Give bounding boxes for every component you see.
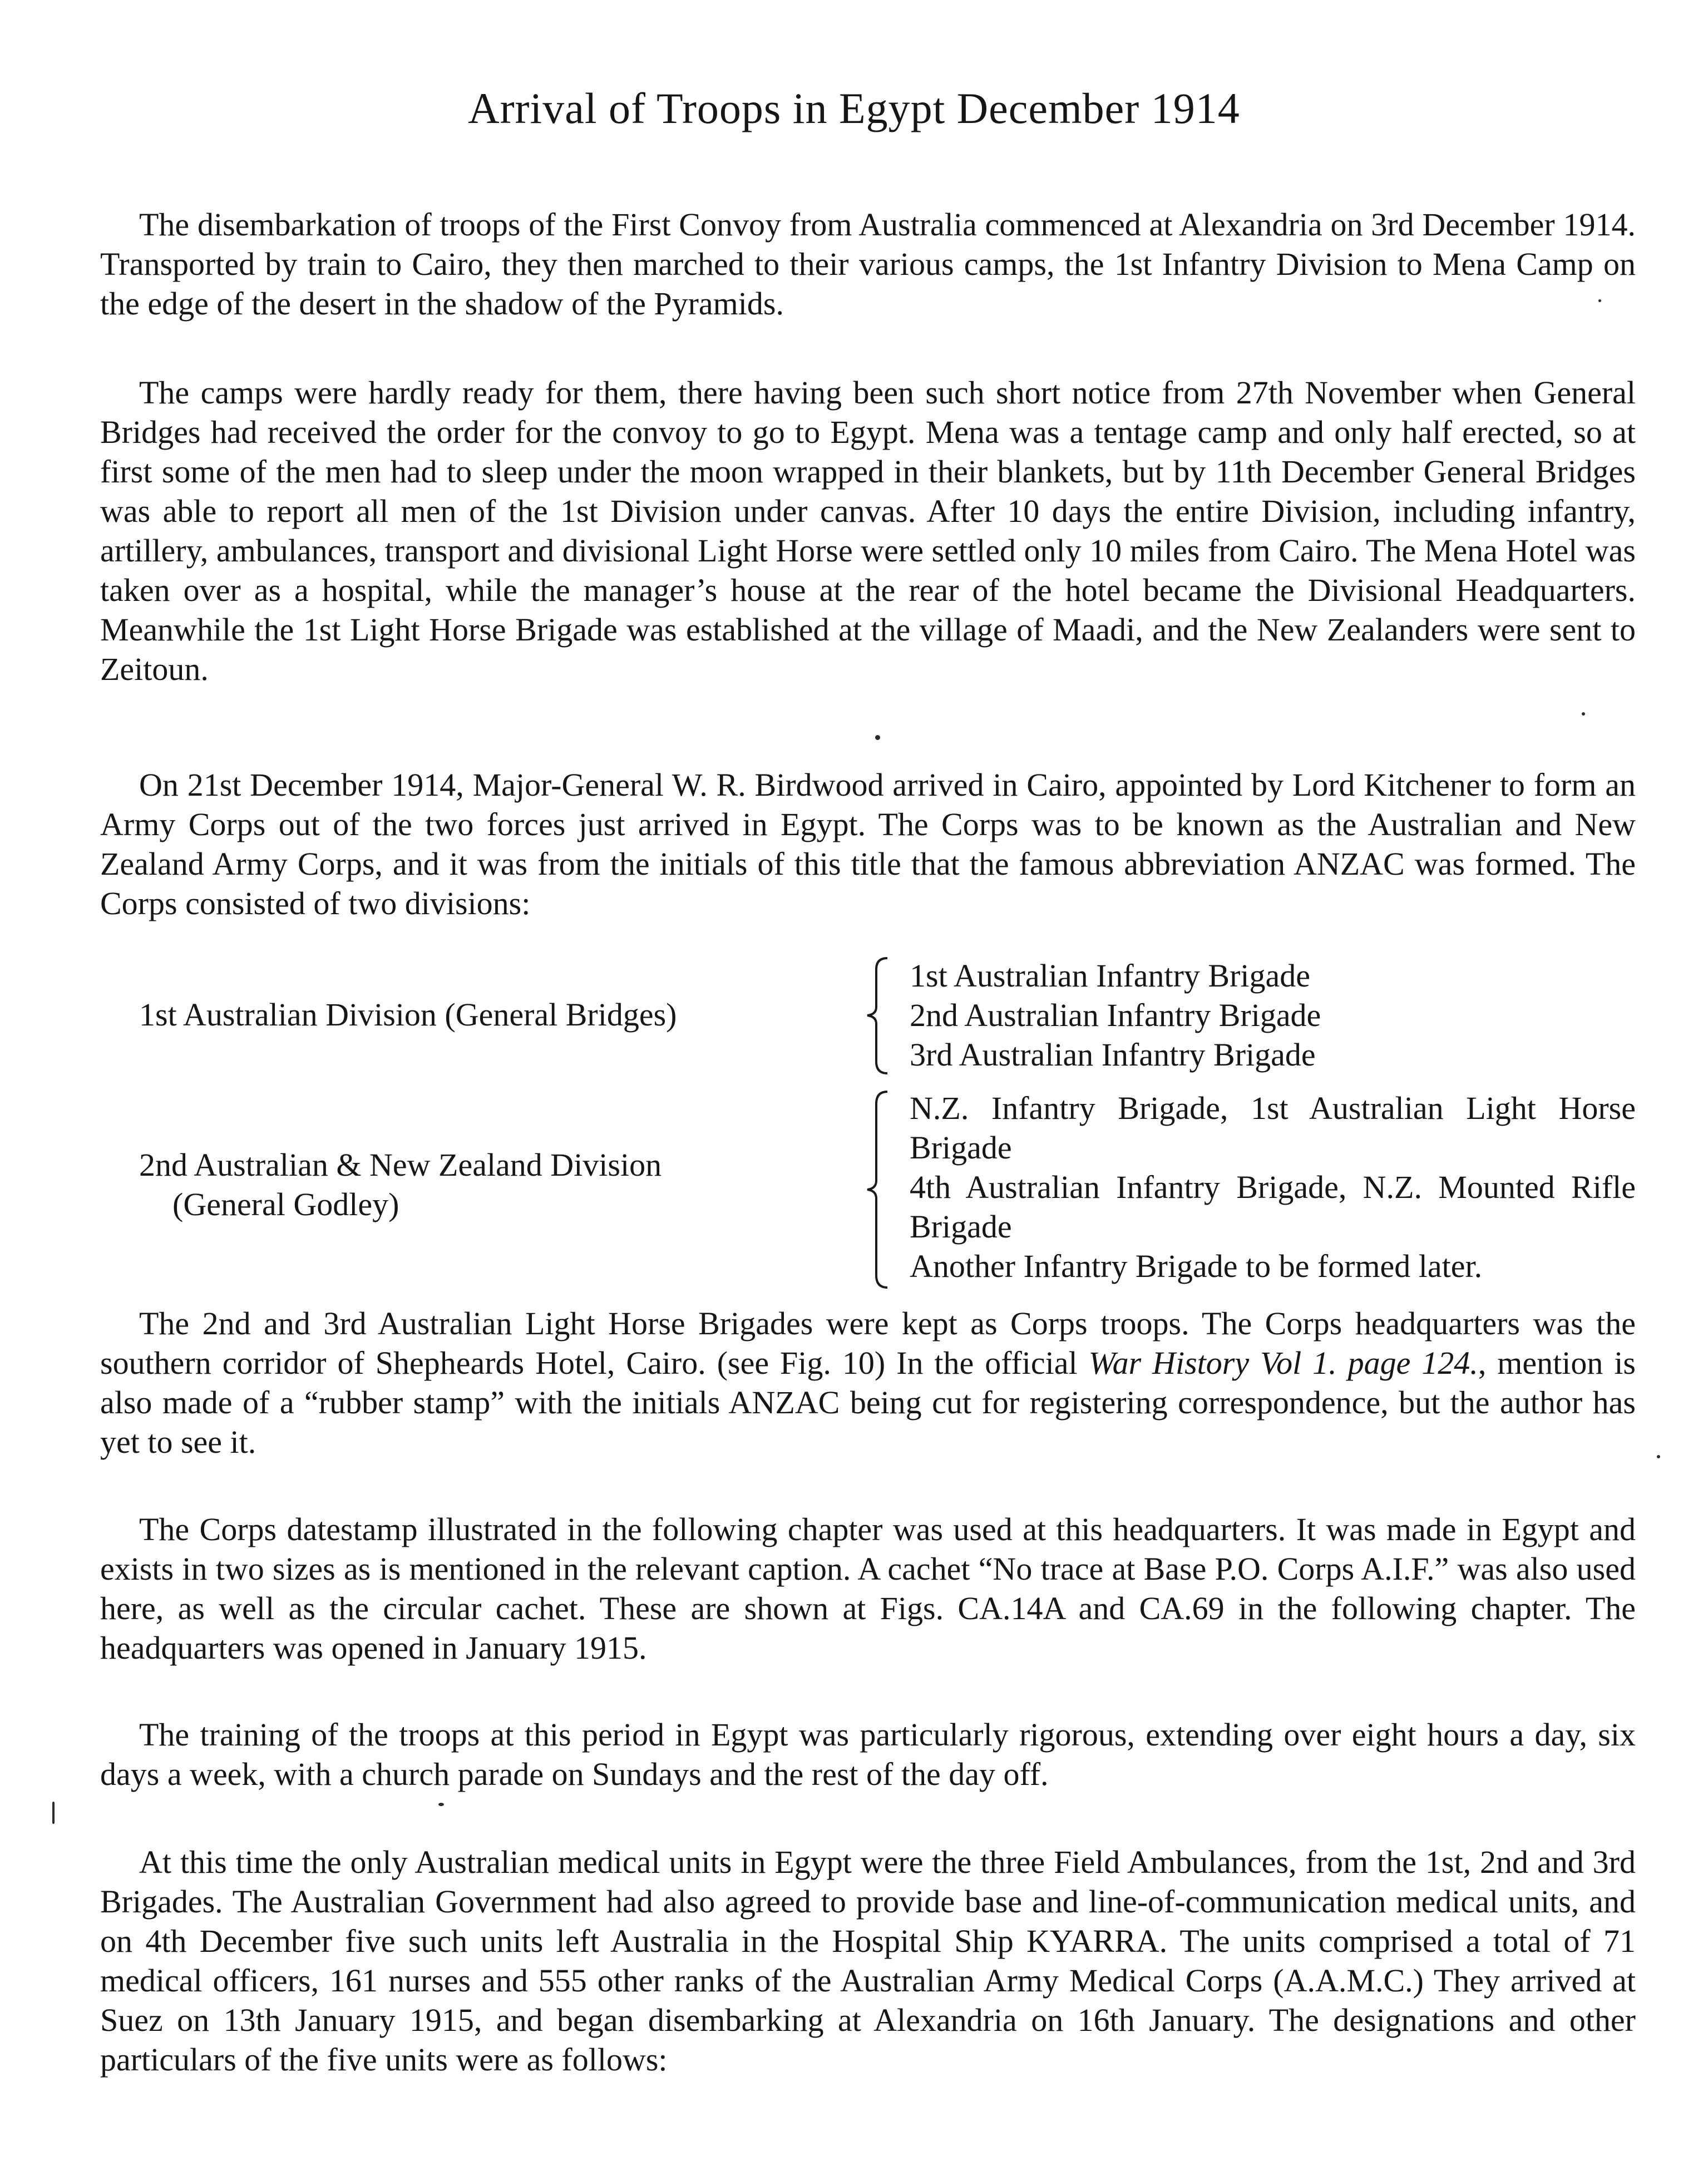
paragraph-text: The Corps datestamp illustrated in the following chapter was used at this headquarters. It was made in Egypt and exists in two sizes as is mentioned in the relevant caption. A cachet “No trace at Base P.O. Corps A.I.F.” was also used here, as well as the circular cachet. These are shown at Figs. CA.14A and CA.69 in the following chapter. The headquarters was opened in January 1915. bbox=[100, 1511, 1636, 1666]
brigade-item: 1st Australian Infantry Brigade bbox=[910, 958, 1310, 994]
paragraph-disembarkation bbox=[100, 205, 1636, 323]
division-2-name bbox=[139, 1145, 662, 1224]
paragraph-training bbox=[100, 1715, 1636, 1794]
brace-division-2 bbox=[860, 1089, 893, 1290]
paragraph-medical-units bbox=[100, 1842, 1636, 2079]
paragraph-text: The camps were hardly ready for them, there having been such short notice from 27th November when General Bridges had received the order for the convoy to go to Egypt. Mena was a tentage camp and only half erected, so at first some of the men had to sleep under the moon wrapped in their blankets, but by 11th December General Bridges was able to report all men of the 1st Division under canvas. After 10 days the entire Division, including infantry, artillery, ambulances, transport and divisional Light Horse were settled only 10 miles from Cairo. The Mena Hotel was taken over as a hospital, while the manager’s house at the rear of the hotel became the Divisional Headquarters. Meanwhile the 1st Light Horse Brigade was established at the village of Maadi, and the New Zealanders were sent to Zeitoun. bbox=[100, 374, 1636, 687]
brigade-item: N.Z. Infantry Brigade, 1st Australian Light Horse Brigade bbox=[910, 1090, 1636, 1166]
paragraph-text: The disembarkation of troops of the First Convoy from Australia commenced at Alexandria on 3rd December 1914. Transported by train to Cairo, they then marched to their various camps, the 1st Infantry Division to Mena Camp on the edge of the desert in the shadow of the Pyramids. bbox=[100, 206, 1636, 322]
division-1-name: 1st Australian Division (General Bridges) bbox=[139, 997, 677, 1033]
scan-speck bbox=[875, 735, 880, 740]
division-1-brigades bbox=[910, 956, 1636, 1074]
war-history-citation: War History Vol 1. page 124. bbox=[1088, 1345, 1478, 1381]
paragraph-text: At this time the only Australian medical units in Egypt were the three Field Ambulances, from the 1st, 2nd and 3rd Brigades. The Australian Government had also agreed to provide base and line-of-communication medical units, and on 4th December five such units left Australia in the Hospital Ship KYARRA. The units comprised a total of 71 medical officers, 161 nurses and 555 other ranks of the Australian Army Medical Corps (A.A.M.C.) They arrived at Suez on 13th January 1915, and began disembarking at Alexandria on 16th January. The designations and other particulars of the five units were as follows: bbox=[100, 1844, 1636, 2078]
scan-speck bbox=[438, 1803, 444, 1806]
paragraph-text: The training of the troops at this period in Egypt was particularly rigorous, extending over eight hours a day, six days a week, with a church parade on Sundays and the rest of the day off. bbox=[100, 1717, 1636, 1792]
division-2-brigades bbox=[910, 1088, 1636, 1286]
paragraph-camps bbox=[100, 373, 1636, 689]
paragraph-corps-datestamp bbox=[100, 1510, 1636, 1668]
brigade-item: 2nd Australian Infantry Brigade bbox=[910, 997, 1321, 1033]
scan-speck bbox=[52, 1802, 55, 1824]
paragraph-text: On 21st December 1914, Major-General W. R. Birdwood arrived in Cairo, appointed by Lord Kitchener to form an Army Corps out of the two forces just arrived in Egypt. The Corps was to be known as the Australian and New Zealand Army Corps, and it was from the initials of this title that the famous abbreviation ANZAC was formed. The Corps consisted of two divisions: bbox=[100, 767, 1636, 921]
brigade-item: 4th Australian Infantry Brigade, N.Z. Mounted Rifle Brigade bbox=[910, 1169, 1636, 1245]
page-title: Arrival of Troops in Egypt December 1914 bbox=[468, 84, 1240, 132]
brigade-item: Another Infantry Brigade to be formed later. bbox=[910, 1248, 1483, 1284]
scan-speck bbox=[1598, 299, 1601, 302]
brace-division-1 bbox=[860, 956, 893, 1076]
paragraph-corps-troops bbox=[100, 1304, 1636, 1462]
division-2-name-line2: (General Godley) bbox=[172, 1186, 399, 1222]
scan-speck bbox=[1657, 1455, 1660, 1458]
brigade-item: 3rd Australian Infantry Brigade bbox=[910, 1037, 1316, 1073]
paragraph-anzac-formation bbox=[100, 765, 1636, 923]
paragraph-text: , mention is also made of a “rubber stamp” with the initials ANZAC being cut for registering correspondence, but the author has yet to see it. bbox=[100, 1345, 1636, 1460]
scan-speck bbox=[1582, 712, 1585, 716]
paragraph-text: The 2nd and 3rd Australian Light Horse Brigades were kept as Corps troops. The Corps headquarters was the southern corridor of Shepheards Hotel, Cairo. (see Fig. 10) In the official bbox=[100, 1305, 1636, 1381]
division-2-name-line1: 2nd Australian & New Zealand Division bbox=[139, 1147, 662, 1183]
division-structure bbox=[0, 956, 1708, 1301]
